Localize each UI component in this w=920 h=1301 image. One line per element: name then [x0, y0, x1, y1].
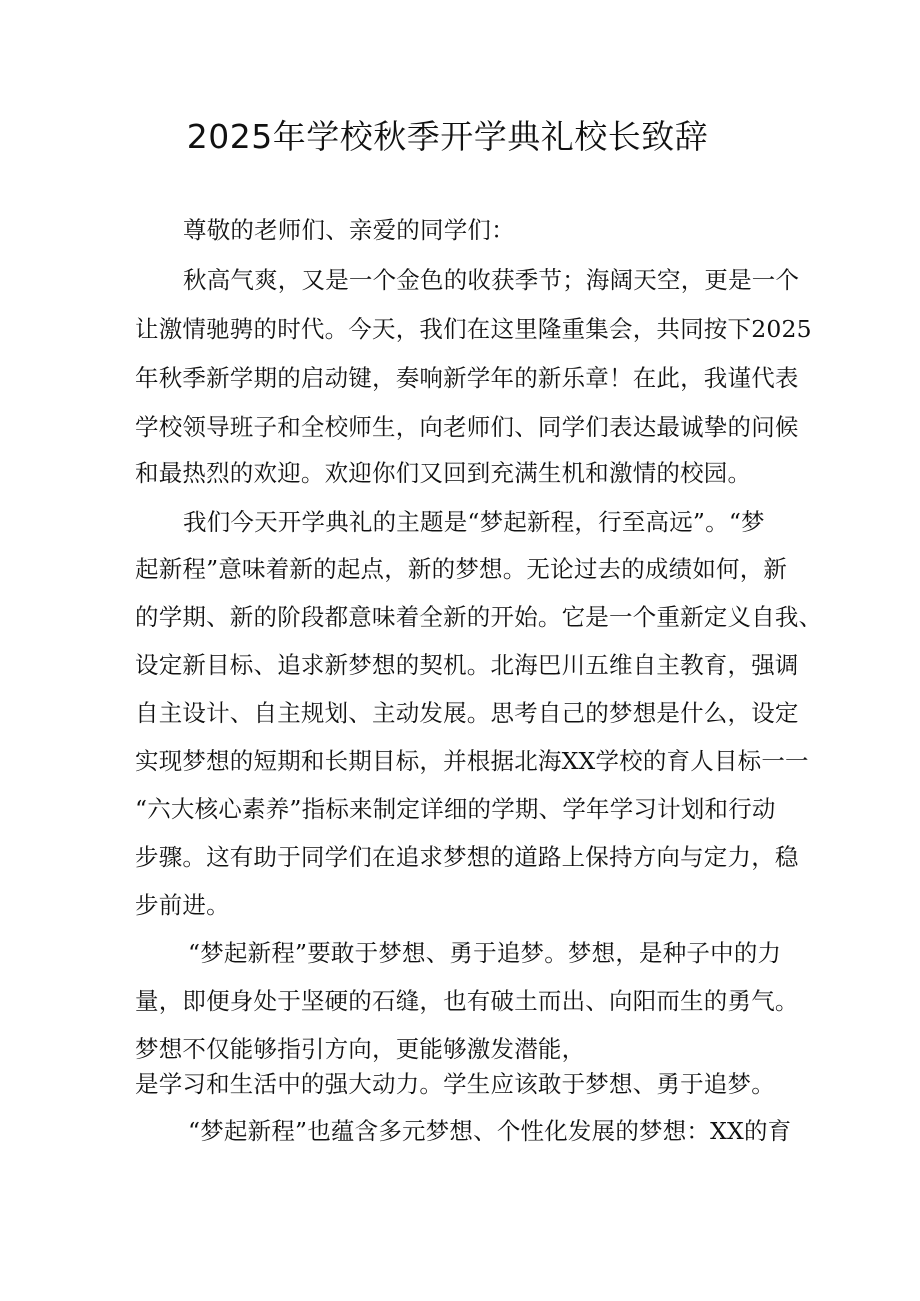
paragraph-line: 量，即便身处于坚硬的石缝，也有破土而出、向阳而生的勇气。 — [135, 987, 799, 1015]
paragraph-line: “梦起新程”也蕴含多元梦想、个性化发展的梦想：XX的育 — [188, 1117, 792, 1145]
salutation-line: 尊敬的老师们、亲爱的同学们： — [183, 216, 515, 244]
paragraph-line: 让激情驰骋的时代。今天，我们在这里隆重集会，共同按下2025 — [135, 315, 812, 343]
paragraph-line: “梦起新程”要敢于梦想、勇于追梦。梦想，是种子中的力 — [188, 939, 782, 967]
paragraph-line: 年秋季新学期的启动键，奏响新学年的新乐章！在此，我谨代表 — [135, 364, 799, 392]
paragraph-line: 梦想不仅能够指引方向，更能够激发潜能， — [135, 1035, 586, 1063]
paragraph-line: 是学习和生活中的强大动力。学生应该敢于梦想、勇于追梦。 — [135, 1070, 775, 1098]
paragraph-line: 的学期、新的阶段都意味着全新的开始。它是一个重新定义自我、 — [135, 603, 823, 631]
paragraph-line: 实现梦想的短期和长期目标，并根据北海XX学校的育人目标一一 — [135, 747, 809, 775]
paragraph-line: 和最热烈的欢迎。欢迎你们又回到充满生机和激情的校园。 — [135, 459, 752, 487]
paragraph-line: 起新程”意味着新的起点，新的梦想。无论过去的成绩如何，新 — [135, 555, 788, 583]
paragraph-line: 秋高气爽，又是一个金色的收获季节；海阔天空，更是一个 — [183, 266, 800, 294]
paragraph-line: 步前进。 — [135, 891, 230, 919]
paragraph-line: 学校领导班子和全校师生，向老师们、同学们表达最诚挚的问候 — [135, 413, 799, 441]
paragraph-line: 自主设计、自主规划、主动发展。思考自己的梦想是什么，设定 — [135, 699, 799, 727]
document-title: 2025年学校秋季开学典礼校长致辞 — [186, 117, 709, 156]
paragraph-line: 设定新目标、追求新梦想的契机。北海巴川五维自主教育，强调 — [135, 651, 799, 679]
paragraph-line: “六大核心素养”指标来制定详细的学期、学年学习计划和行动 — [135, 795, 776, 823]
paragraph-line: 步骤。这有助于同学们在追求梦想的道路上保持方向与定力，稳 — [135, 843, 799, 871]
paragraph-line: 我们今天开学典礼的主题是“梦起新程，行至高远”。“梦 — [183, 508, 765, 536]
